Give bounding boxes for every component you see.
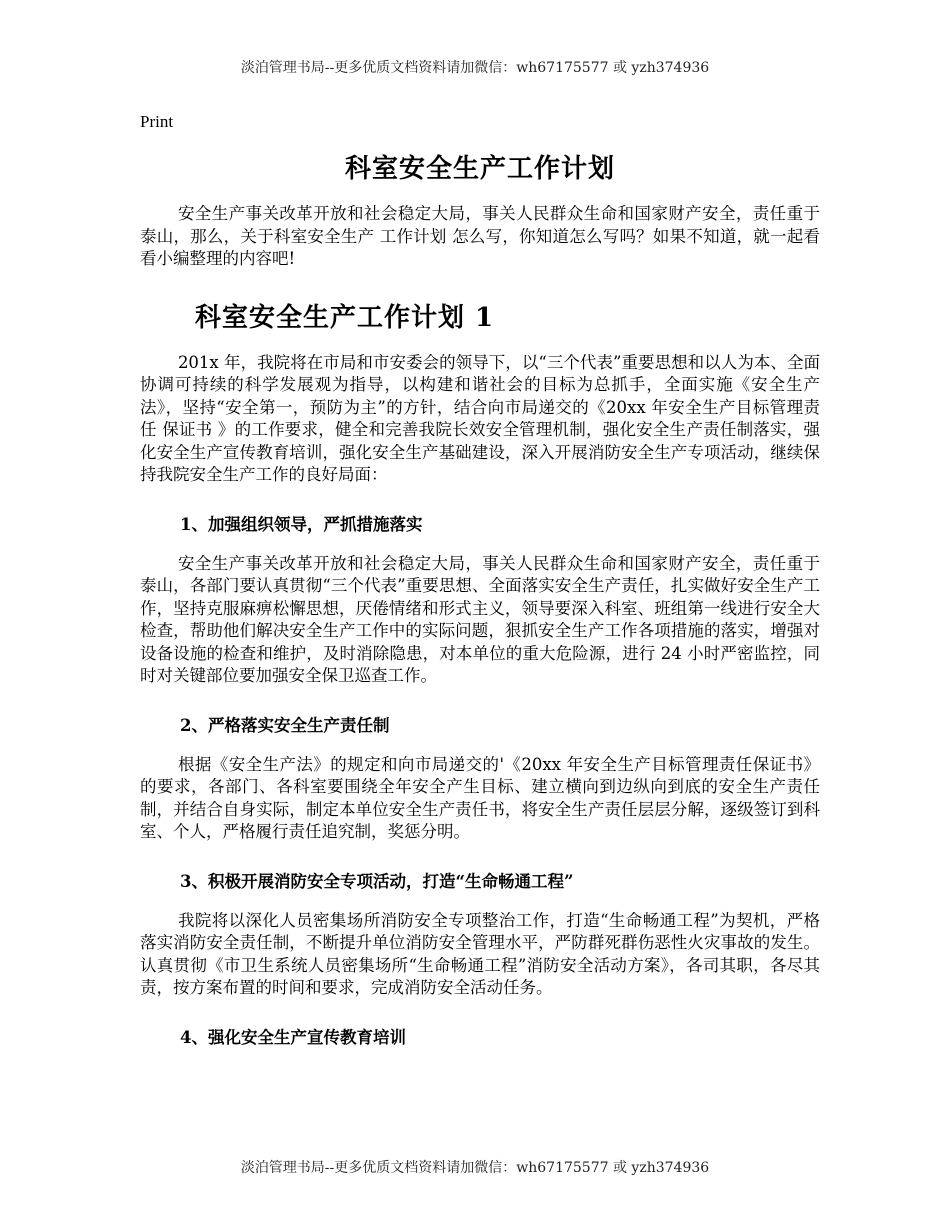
sub-heading-3: 3、积极开展消防安全专项活动，打造“生命畅通工程”	[180, 871, 574, 891]
sub-paragraph-2: 根据《安全生产法》的规定和向市局递交的'《20xx 年安全生产目标管理责任保证书》的要求，各部门、各科室要围绕全年安全产生目标、建立横向到边纵向到底的安全生产责任制，并结合自身实际，制定本单位安全生产责任书，将安全生产责任层层分解，逐级签订到科室、个人，严格履行责任追究制，奖惩分明。	[140, 754, 820, 841]
document-title: 科室安全生产工作计划	[344, 154, 615, 184]
sub-heading-4: 4、强化安全生产宣传教育培训	[180, 1027, 406, 1047]
sub-heading-2: 2、严格落实安全生产责任制	[180, 715, 390, 735]
section-intro-paragraph: 201x 年，我院将在市局和市安委会的领导下，以“三个代表”重要思想和以人为本、全面协调可持续的科学发展观为指导，以构建和谐社会的目标为总抓手，全面实施《安全生产法》，坚持“安全第一，预防为主”的方针，结合向市局递交的《20xx 年安全生产目标管理责任 保证书 》的工作要求，健全和完善我院长效安全管理机制，强化安全生产责任制落实，强化安全生产宣传教育培训，强化安全生产基础建设，深入开展消防安全生产专项活动，继续保持我院安全生产工作的良好局面：	[140, 352, 820, 484]
section-title: 科室安全生产工作计划 1	[195, 302, 495, 333]
sub-paragraph-1: 安全生产事关改革开放和社会稳定大局，事关人民群众生命和国家财产安全，责任重于泰山，各部门要认真贯彻“三个代表”重要思想、全面落实安全生产责任，扎实做好安全生产工作，坚持克服麻痹松懈思想，厌倦情绪和形式主义，领导要深入科室、班组第一线进行安全大检查，帮助他们解决安全生产工作中的实际问题，狠抓安全生产工作各项措施的落实，增强对设备设施的检查和维护，及时消除隐患，对本单位的重大危险源，进行 24 小时严密监控，同时对关键部位要加强安全保卫巡查工作。	[140, 553, 820, 685]
document-body	[140, 112, 820, 1066]
print-label: Print	[140, 112, 174, 131]
sub-heading-1: 1、加强组织领导，严抓措施落实	[180, 514, 423, 534]
sub-paragraph-3: 我院将以深化人员密集场所消防安全专项整治工作，打造“生命畅通工程”为契机，严格落实消防安全责任制，不断提升单位消防安全管理水平，严防群死群伤恶性火灾事故的发生。认真贯彻《市卫生系统人员密集场所“生命畅通工程”消防安全活动方案》，各司其职，各尽其责，按方案布置的时间和要求，完成消防安全活动任务。	[140, 910, 820, 997]
intro-paragraph: 安全生产事关改革开放和社会稳定大局，事关人民群众生命和国家财产安全，责任重于泰山，那么，关于科室安全生产 工作计划 怎么写，你知道怎么写吗？如果不知道，就一起看看小编整理的内容吧!	[140, 204, 820, 268]
page-header: 淡泊管理书局--更多优质文档资料请加微信：wh67175577 或 yzh374936	[240, 60, 710, 76]
page-footer: 淡泊管理书局--更多优质文档资料请加微信：wh67175577 或 yzh374936	[240, 1160, 710, 1176]
